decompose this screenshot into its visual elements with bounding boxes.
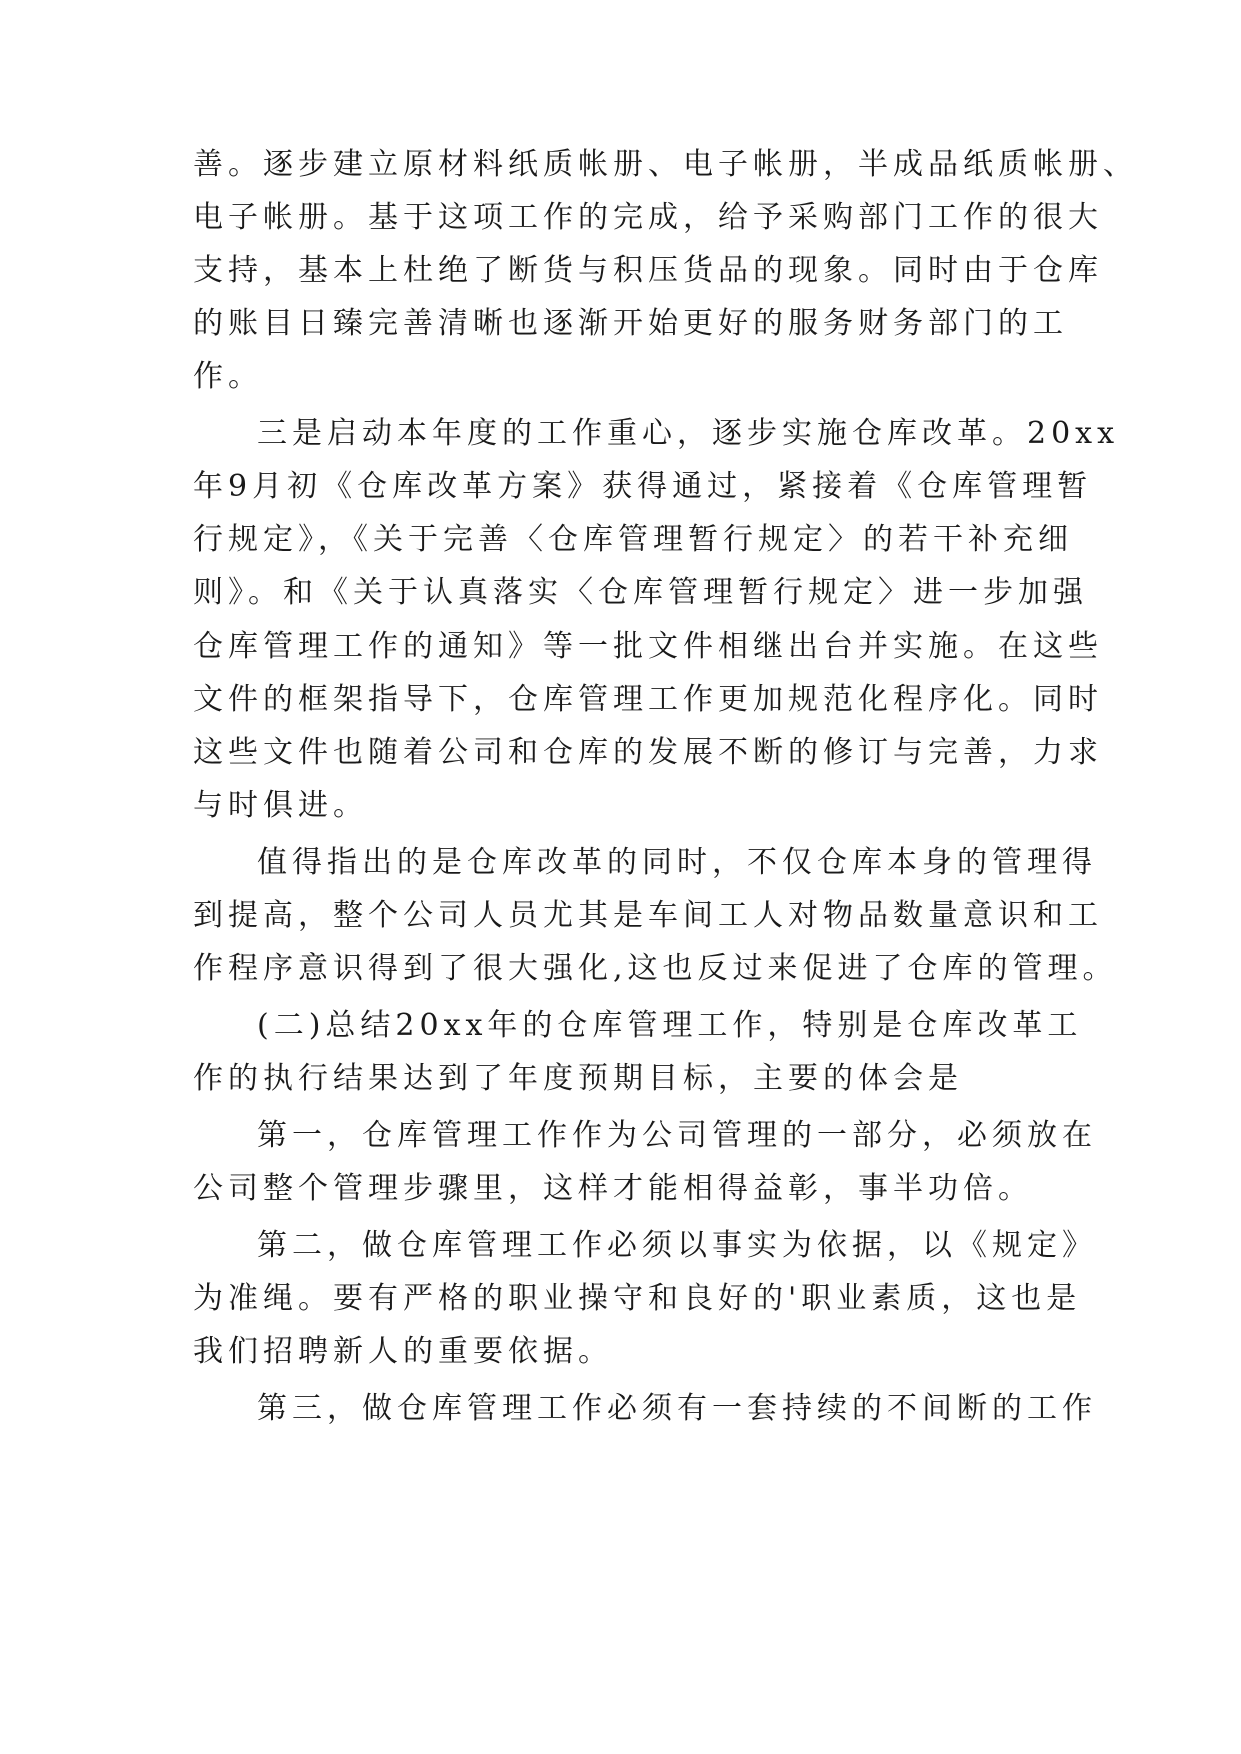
paragraph-line: 善。逐步建立原材料纸质帐册、电子帐册，半成品纸质帐册、 bbox=[193, 147, 1138, 182]
paragraph-line: 公司整个管理步骤里，这样才能相得益彰，事半功倍。 bbox=[193, 1171, 1033, 1206]
paragraph-line: 电子帐册。基于这项工作的完成，给予采购部门工作的很大 bbox=[193, 200, 1103, 235]
paragraph-line: (二)总结20xx年的仓库管理工作，特别是仓库改革工 bbox=[257, 1008, 1083, 1043]
paragraph-line: 我们招聘新人的重要依据。 bbox=[193, 1334, 613, 1369]
paragraph-line: 第三，做仓库管理工作必须有一套持续的不间断的工作 bbox=[257, 1391, 1097, 1426]
paragraph-line: 的账目日臻完善清晰也逐渐开始更好的服务财务部门的工 bbox=[193, 306, 1068, 341]
paragraph-line: 这些文件也随着公司和仓库的发展不断的修订与完善，力求 bbox=[193, 735, 1103, 770]
paragraph-line: 行规定》，《关于完善〈仓库管理暂行规定〉的若干补充细 bbox=[193, 522, 1073, 557]
paragraph-line: 为准绳。要有严格的职业操守和良好的'职业素质，这也是 bbox=[193, 1281, 1082, 1316]
paragraph-line: 作程序意识得到了很大强化,这也反过来促进了仓库的管理。 bbox=[193, 951, 1118, 986]
paragraph-line: 第二，做仓库管理工作必须以事实为依据，以《规定》 bbox=[257, 1228, 1097, 1263]
paragraph-line: 三是启动本年度的工作重心，逐步实施仓库改革。20xx bbox=[257, 416, 1120, 451]
paragraph-line: 值得指出的是仓库改革的同时，不仅仓库本身的管理得 bbox=[257, 845, 1097, 880]
paragraph-line: 文件的框架指导下，仓库管理工作更加规范化程序化。同时 bbox=[193, 682, 1103, 717]
paragraph-line: 年9月初《仓库改革方案》获得通过，紧接着《仓库管理暂 bbox=[193, 469, 1093, 504]
paragraph-line: 则》。和《关于认真落实〈仓库管理暂行规定〉进一步加强 bbox=[193, 575, 1088, 610]
paragraph-line: 与时俱进。 bbox=[193, 788, 368, 823]
paragraph-line: 第一，仓库管理工作作为公司管理的一部分，必须放在 bbox=[257, 1118, 1097, 1153]
paragraph-line: 作。 bbox=[193, 359, 263, 394]
paragraph-line: 支持，基本上杜绝了断货与积压货品的现象。同时由于仓库 bbox=[193, 253, 1103, 288]
paragraph-line: 仓库管理工作的通知》等一批文件相继出台并实施。在这些 bbox=[193, 629, 1103, 664]
paragraph-line: 到提高，整个公司人员尤其是车间工人对物品数量意识和工 bbox=[193, 898, 1103, 933]
paragraph-line: 作的执行结果达到了年度预期目标，主要的体会是 bbox=[193, 1061, 963, 1096]
